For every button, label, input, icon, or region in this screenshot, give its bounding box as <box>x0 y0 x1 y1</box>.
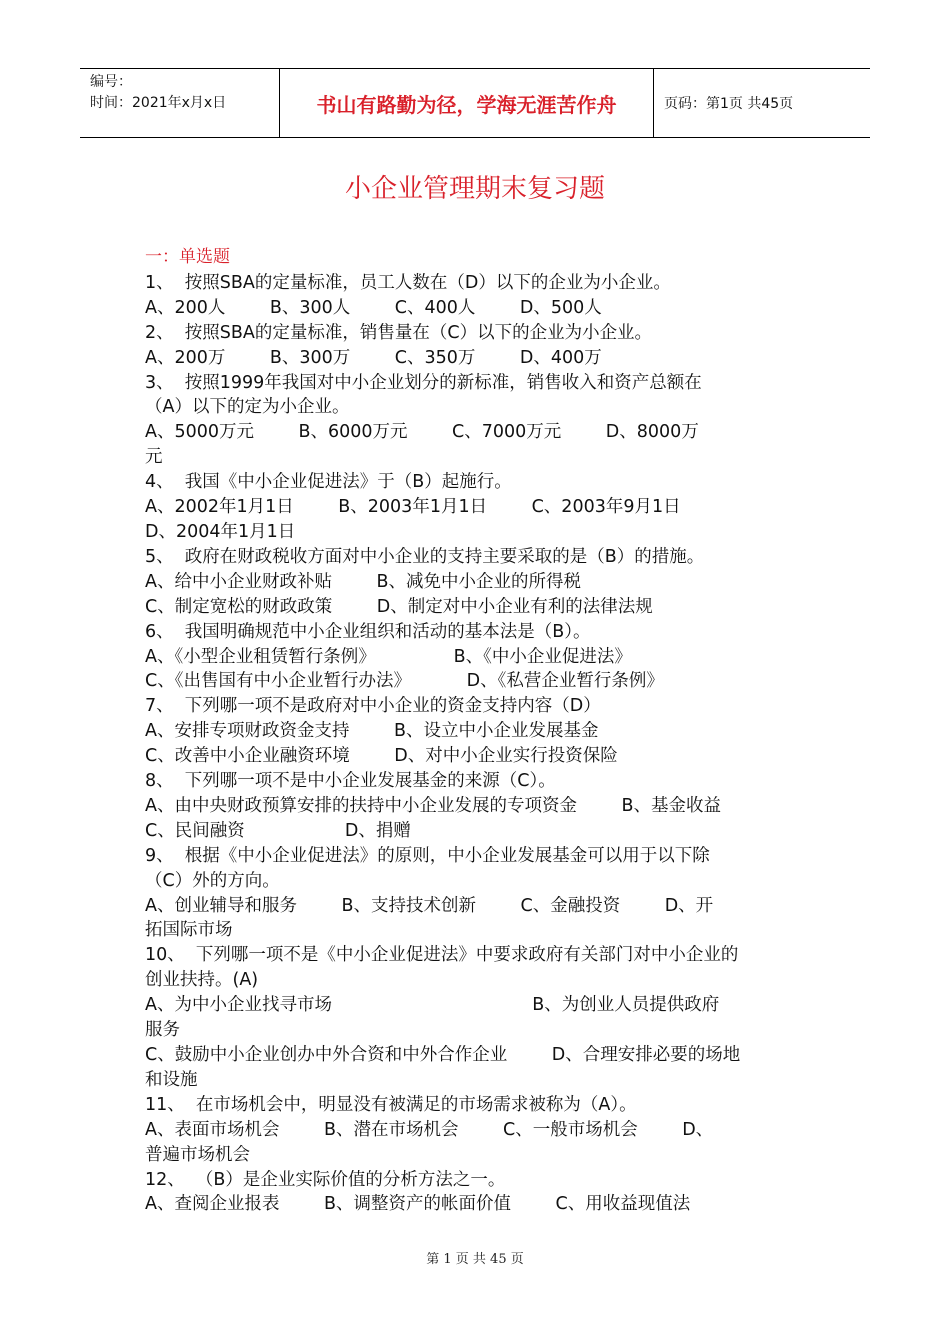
text-line: 2、 按照SBA的定量标准，销售量在（C）以下的企业为小企业。 <box>145 322 653 343</box>
page-footer: 第 1 页 共 45 页 <box>426 1252 524 1267</box>
time-label: 时间：2021年x月x日 <box>90 95 227 111</box>
text-line: 3、 按照1999年我国对中小企业划分的新标准，销售收入和资产总额在 <box>145 372 702 393</box>
page-info: 页码：第1页 共45页 <box>664 96 794 112</box>
text-line: C、鼓励中小企业创办中外合资和中外合作企业 D、合理安排必要的场地 <box>145 1045 741 1065</box>
text-line: 1、 按照SBA的定量标准，员工人数在（D）以下的企业为小企业。 <box>145 272 671 293</box>
text-line: A、5000万元 B、6000万元 C、7000万元 D、8000万 <box>145 422 699 443</box>
header-meta-cell <box>80 69 280 137</box>
text-line: D、2004年1月1日 <box>145 521 296 542</box>
text-line: 6、 我国明确规范中小企业组织和活动的基本法是（B）。 <box>145 621 591 642</box>
text-line: A、安排专项财政资金支持 B、设立中小企业发展基金 <box>145 721 599 742</box>
text-line: C、制定宽松的财政政策 D、制定对中小企业有利的法律法规 <box>145 596 653 617</box>
text-line: 普遍市场机会 <box>145 1144 250 1165</box>
text-line: A、由中央财政预算安排的扶持中小企业发展的专项资金 B、基金收益 <box>145 795 721 816</box>
page-title: 小企业管理期末复习题 <box>344 174 605 204</box>
text-line: 8、 下列哪一项不是中小企业发展基金的来源（C）。 <box>145 771 556 792</box>
text-line: A、200万 B、300万 C、350万 D、400万 <box>145 347 602 368</box>
number-label: 编号： <box>90 74 132 90</box>
text-line: 元 <box>145 447 163 468</box>
text-line: 10、 下列哪一项不是《中小企业促进法》中要求政府有关部门对中小企业的 <box>145 945 739 966</box>
text-line: A、200人 B、300人 C、400人 D、500人 <box>145 297 602 318</box>
text-line: A、2002年1月1日 B、2003年1月1日 C、2003年9月1日 <box>145 497 681 518</box>
text-line: A、创业辅导和服务 B、支持技术创新 C、金融投资 D、开 <box>145 895 714 916</box>
motto: 书山有路勤为径，学海无涯苦作舟 <box>280 69 654 137</box>
question-lines <box>145 271 810 1217</box>
text-line: A、给中小企业财政补贴 B、减免中小企业的所得税 <box>145 571 581 592</box>
text-line: 11、 在市场机会中，明显没有被满足的市场需求被称为（A）。 <box>145 1094 637 1115</box>
text-line: （C）外的方向。 <box>145 870 280 891</box>
section-heading: 一：单选题 <box>145 247 230 267</box>
text-line: 服务 <box>145 1020 180 1041</box>
text-line: 5、 政府在财政税收方面对中小企业的支持主要采取的是（B）的措施。 <box>145 546 705 567</box>
question-list <box>145 245 810 1217</box>
text-line: 拓国际市场 <box>145 920 233 941</box>
text-line: 9、 根据《中小企业促进法》的原则，中小企业发展基金可以用于以下除 <box>145 845 710 866</box>
text-line: 4、 我国《中小企业促进法》于（B）起施行。 <box>145 472 512 493</box>
text-line: A、《小型企业租赁暂行条例》 B、《中小企业促进法》 <box>145 646 632 667</box>
text-line: 和设施 <box>145 1069 198 1090</box>
text-line: （A）以下的定为小企业。 <box>145 397 350 418</box>
text-line: 12、 （B）是企业实际价值的分析方法之一。 <box>145 1169 506 1190</box>
text-line: C、民间融资 D、捐赠 <box>145 820 411 841</box>
text-line: A、表面市场机会 B、潜在市场机会 C、一般市场机会 D、 <box>145 1119 714 1140</box>
text-line: C、改善中小企业融资环境 D、对中小企业实行投资保险 <box>145 746 618 767</box>
text-line: C、《出售国有中小企业暂行办法》 D、《私营企业暂行条例》 <box>145 671 664 692</box>
text-line: A、为中小企业找寻市场 B、为创业人员提供政府 <box>145 995 720 1016</box>
text-line: 7、 下列哪一项不是政府对中小企业的资金支持内容（D） <box>145 696 601 717</box>
header-table <box>80 68 870 138</box>
text-line: A、查阅企业报表 B、调整资产的帐面价值 C、用收益现值法 <box>145 1194 691 1215</box>
text-line: 创业扶持。(A) <box>145 970 259 991</box>
